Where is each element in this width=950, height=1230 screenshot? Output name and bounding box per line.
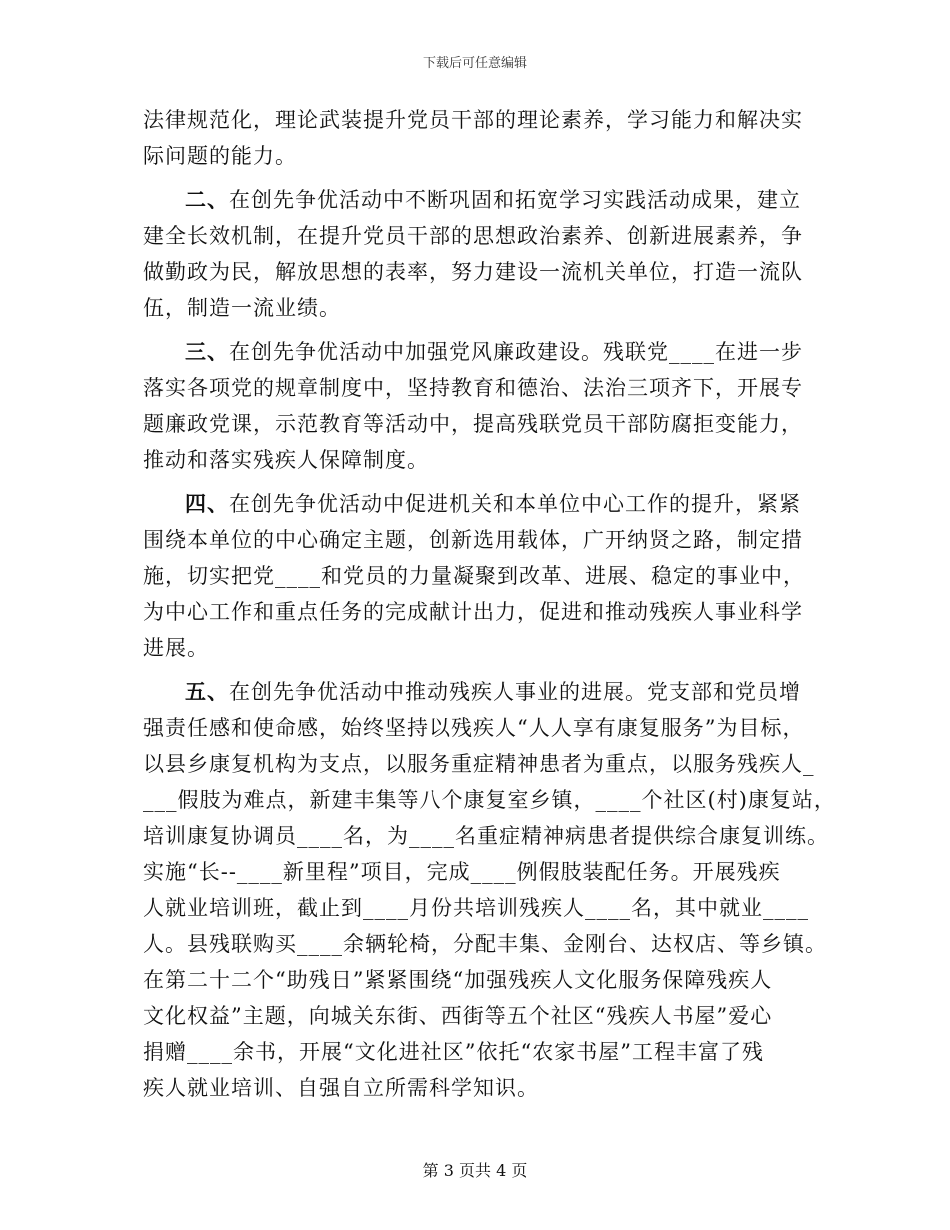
section-number: 四、 — [185, 491, 229, 516]
paragraph-3 — [143, 334, 813, 478]
document-body — [143, 102, 836, 1106]
text-line: 伍，制造一流业绩。 — [143, 296, 341, 320]
text-line: 文化权益”主题，向城关东街、西街等五个社区“残疾人书屋”爱心 — [143, 1004, 773, 1028]
paragraph-5 — [143, 674, 836, 1106]
text-line: 在第二十二个“助残日”紧紧围绕“加强残疾人文化服务保障残疾人 — [143, 968, 773, 992]
text-line — [143, 182, 813, 218]
text-line: 施，切实把党____和党员的力量凝聚到改革、进展、稳定的事业中， — [143, 564, 805, 588]
text-line: 推动和落实残疾人保障制度。 — [143, 448, 429, 472]
text-line: 强责任感和使命感，始终坚持以残疾人“人人享有康复服务”为目标， — [143, 716, 805, 740]
text-line: 为中心工作和重点任务的完成献计出力，促进和推动残疾人事业科学 — [143, 600, 803, 624]
text-line: 围绕本单位的中心确定主题，创新选用载体，广开纳贤之路，制定措 — [143, 528, 803, 552]
text-line: 培训康复协调员____名，为____名重症精神病患者提供综合康复训练。 — [143, 824, 829, 848]
page-header: 下载后可任意编辑 — [422, 56, 527, 71]
text-line: 题廉政党课，示范教育等活动中，提高残联党员干部防腐拒变能力， — [143, 412, 803, 436]
section-number: 三、 — [185, 339, 229, 364]
section-number: 二、 — [185, 187, 229, 212]
text-line: 落实各项党的规章制度中，坚持教育和德治、法治三项齐下，开展专 — [143, 376, 803, 400]
paragraph-2 — [143, 182, 813, 326]
section-number: 五、 — [185, 679, 229, 704]
text-line — [143, 674, 813, 710]
text-line: 建全长效机制，在提升党员干部的思想政治素养、创新进展素养，争 — [143, 224, 803, 248]
line-text: 在创先争优活动中促进机关和本单位中心工作的提升，紧紧 — [229, 492, 801, 516]
text-line: 捐赠____余书，开展“文化进社区”依托“农家书屋”工程丰富了残 — [143, 1040, 764, 1064]
paragraph-4 — [143, 486, 813, 666]
page-number: 第 3 页共 4 页 — [422, 1161, 528, 1180]
text-line: 法律规范化，理论武装提升党员干部的理论素养，学习能力和解决实 — [143, 108, 803, 132]
text-line: 实施“长--____新里程”项目，完成____例假肢装配任务。开展残疾 — [143, 860, 781, 884]
text-line: 际问题的能力。 — [143, 144, 297, 168]
line-text: 在创先争优活动中加强党风廉政建设。残联党____在进一步 — [229, 340, 803, 364]
text-line: ___假肢为难点，新建丰集等八个康复室乡镇，____个社区(村)康复站， — [143, 788, 836, 812]
text-line — [143, 334, 813, 370]
text-line: 进展。 — [143, 636, 209, 660]
paragraph-1 — [143, 102, 813, 174]
text-line: 人。县残联购买____余辆轮椅，分配丰集、金刚台、达权店、等乡镇。 — [143, 932, 827, 956]
text-line: 做勤政为民，解放思想的表率，努力建设一流机关单位，打造一流队 — [143, 260, 803, 284]
line-text: 在创先争优活动中推动残疾人事业的进展。党支部和党员增 — [229, 680, 801, 704]
text-line: 以县乡康复机构为支点，以服务重症精神患者为重点，以服务残疾人_ — [143, 752, 815, 776]
text-line: 疾人就业培训、自强自立所需科学知识。 — [143, 1076, 539, 1100]
line-text: 在创先争优活动中不断巩固和拓宽学习实践活动成果，建立 — [229, 188, 801, 212]
text-line: 人就业培训班，截止到____月份共培训残疾人____名，其中就业____ — [143, 896, 809, 920]
text-line — [143, 486, 813, 522]
